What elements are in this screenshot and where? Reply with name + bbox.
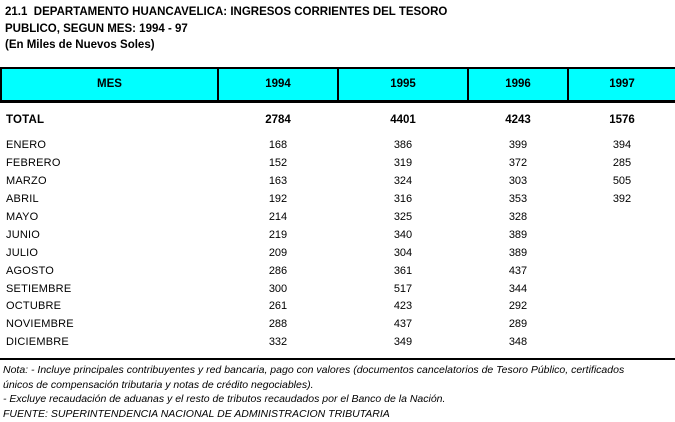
month-label: SETIEMBRE bbox=[6, 282, 72, 295]
note-line-2: únicos de compensación tributaria y notas de crédito negociables). bbox=[3, 378, 314, 391]
value-1995: 386 bbox=[393, 139, 413, 152]
value-1996: 328 bbox=[508, 211, 528, 223]
value-1995: 437 bbox=[393, 318, 413, 331]
value-1997: 285 bbox=[612, 157, 632, 170]
page-title-line3: (En Miles de Nuevos Soles) bbox=[5, 39, 155, 51]
table-row-mayo bbox=[1, 208, 675, 226]
page-title-line2: PUBLICO, SEGUN MES: 1994 - 97 bbox=[5, 22, 188, 35]
value-1995: 349 bbox=[393, 336, 413, 349]
footnotes bbox=[0, 360, 675, 421]
table-row-enero bbox=[1, 137, 675, 155]
value-1996: 292 bbox=[508, 300, 528, 313]
month-label: ABRIL bbox=[6, 193, 39, 206]
value-1994: 209 bbox=[268, 246, 288, 259]
value-1996: 389 bbox=[508, 228, 528, 241]
note-line-3: - Excluye recaudación de aduanas y el resto de tributos recaudados por el Banco de la Nación. bbox=[3, 393, 446, 406]
table-row-diciembre bbox=[1, 333, 675, 351]
total-value-1996: 4243 bbox=[505, 113, 531, 126]
value-1995: 340 bbox=[393, 228, 413, 241]
value-1997 bbox=[568, 298, 675, 316]
value-1995: 361 bbox=[393, 264, 413, 277]
value-1997 bbox=[568, 315, 675, 333]
value-1995: 324 bbox=[393, 175, 413, 188]
value-1996: 344 bbox=[508, 282, 528, 295]
note-line-1: Nota: - Incluye principales contribuyentes y red bancaria, pago con valores (documentos cancelatorios de Tesoro Público, certificados bbox=[3, 364, 625, 377]
value-1994: 300 bbox=[268, 282, 288, 295]
value-1995: 423 bbox=[393, 300, 413, 313]
value-1997 bbox=[568, 333, 675, 351]
value-1996: 289 bbox=[508, 318, 528, 331]
value-1997: 392 bbox=[612, 193, 632, 206]
value-1994: 288 bbox=[268, 318, 288, 331]
value-1994: 192 bbox=[268, 193, 288, 206]
title-block bbox=[0, 4, 675, 54]
total-label: TOTAL bbox=[6, 113, 45, 126]
value-1994: 261 bbox=[268, 300, 288, 313]
month-label: OCTUBRE bbox=[6, 300, 62, 313]
table-row-setiembre bbox=[1, 280, 675, 298]
month-label: DICIEMBRE bbox=[6, 336, 69, 349]
value-1994: 168 bbox=[268, 139, 288, 152]
header-cell-1997: 1997 bbox=[568, 68, 675, 102]
value-1996: 389 bbox=[508, 246, 528, 259]
value-1994: 163 bbox=[268, 175, 288, 188]
total-value-1994: 2784 bbox=[265, 113, 291, 126]
total-value-1997: 1576 bbox=[609, 113, 635, 126]
source-line: FUENTE: SUPERINTENDENCIA NACIONAL DE ADMINISTRACION TRIBUTARIA bbox=[3, 407, 390, 420]
header-cell-1995: 1995 bbox=[338, 68, 468, 102]
value-1994: 286 bbox=[268, 264, 288, 277]
header-cell-1996: 1996 bbox=[468, 68, 568, 102]
month-label: JULIO bbox=[6, 246, 39, 259]
table-row-julio bbox=[1, 244, 675, 262]
page-title-line1: 21.1 DEPARTAMENTO HUANCAVELICA: INGRESOS CORRIENTES DEL TESORO bbox=[5, 6, 448, 18]
month-label: AGOSTO bbox=[6, 264, 55, 277]
value-1995: 316 bbox=[393, 193, 413, 206]
month-label: MAYO bbox=[6, 211, 39, 223]
value-1997 bbox=[568, 262, 675, 280]
table-row-abril bbox=[1, 190, 675, 208]
table-row-junio bbox=[1, 226, 675, 244]
month-label: ENERO bbox=[6, 139, 47, 152]
header-cell-mes: MES bbox=[1, 68, 218, 102]
value-1997: 505 bbox=[612, 175, 632, 188]
value-1995: 517 bbox=[393, 282, 413, 295]
value-1994: 332 bbox=[268, 336, 288, 349]
month-label: FEBRERO bbox=[6, 157, 61, 170]
value-1994: 214 bbox=[268, 211, 288, 223]
table-row-febrero bbox=[1, 154, 675, 172]
value-1996: 399 bbox=[508, 139, 528, 152]
month-label: JUNIO bbox=[6, 228, 40, 241]
value-1997 bbox=[568, 244, 675, 262]
month-label: NOVIEMBRE bbox=[6, 318, 74, 331]
value-1996: 353 bbox=[508, 193, 528, 206]
month-label: MARZO bbox=[6, 175, 47, 188]
value-1997 bbox=[568, 226, 675, 244]
value-1997 bbox=[568, 280, 675, 298]
table-row-octubre bbox=[1, 298, 675, 316]
value-1996: 437 bbox=[508, 264, 528, 277]
value-1997: 394 bbox=[612, 139, 632, 152]
value-1995: 325 bbox=[393, 211, 413, 223]
value-1994: 152 bbox=[268, 157, 288, 170]
table-row-noviembre bbox=[1, 315, 675, 333]
value-1996: 372 bbox=[508, 157, 528, 170]
ingresos-table bbox=[0, 67, 675, 352]
total-row bbox=[1, 102, 675, 137]
table-row-marzo bbox=[1, 172, 675, 190]
table-row-agosto bbox=[1, 262, 675, 280]
value-1995: 304 bbox=[393, 246, 413, 259]
header-cell-1994: 1994 bbox=[218, 68, 338, 102]
value-1994: 219 bbox=[268, 228, 288, 241]
value-1997 bbox=[568, 208, 675, 226]
value-1995: 319 bbox=[393, 157, 413, 170]
value-1996: 303 bbox=[508, 175, 528, 188]
total-value-1995: 4401 bbox=[390, 113, 416, 126]
table-header-row bbox=[1, 68, 675, 102]
value-1996: 348 bbox=[508, 336, 528, 349]
